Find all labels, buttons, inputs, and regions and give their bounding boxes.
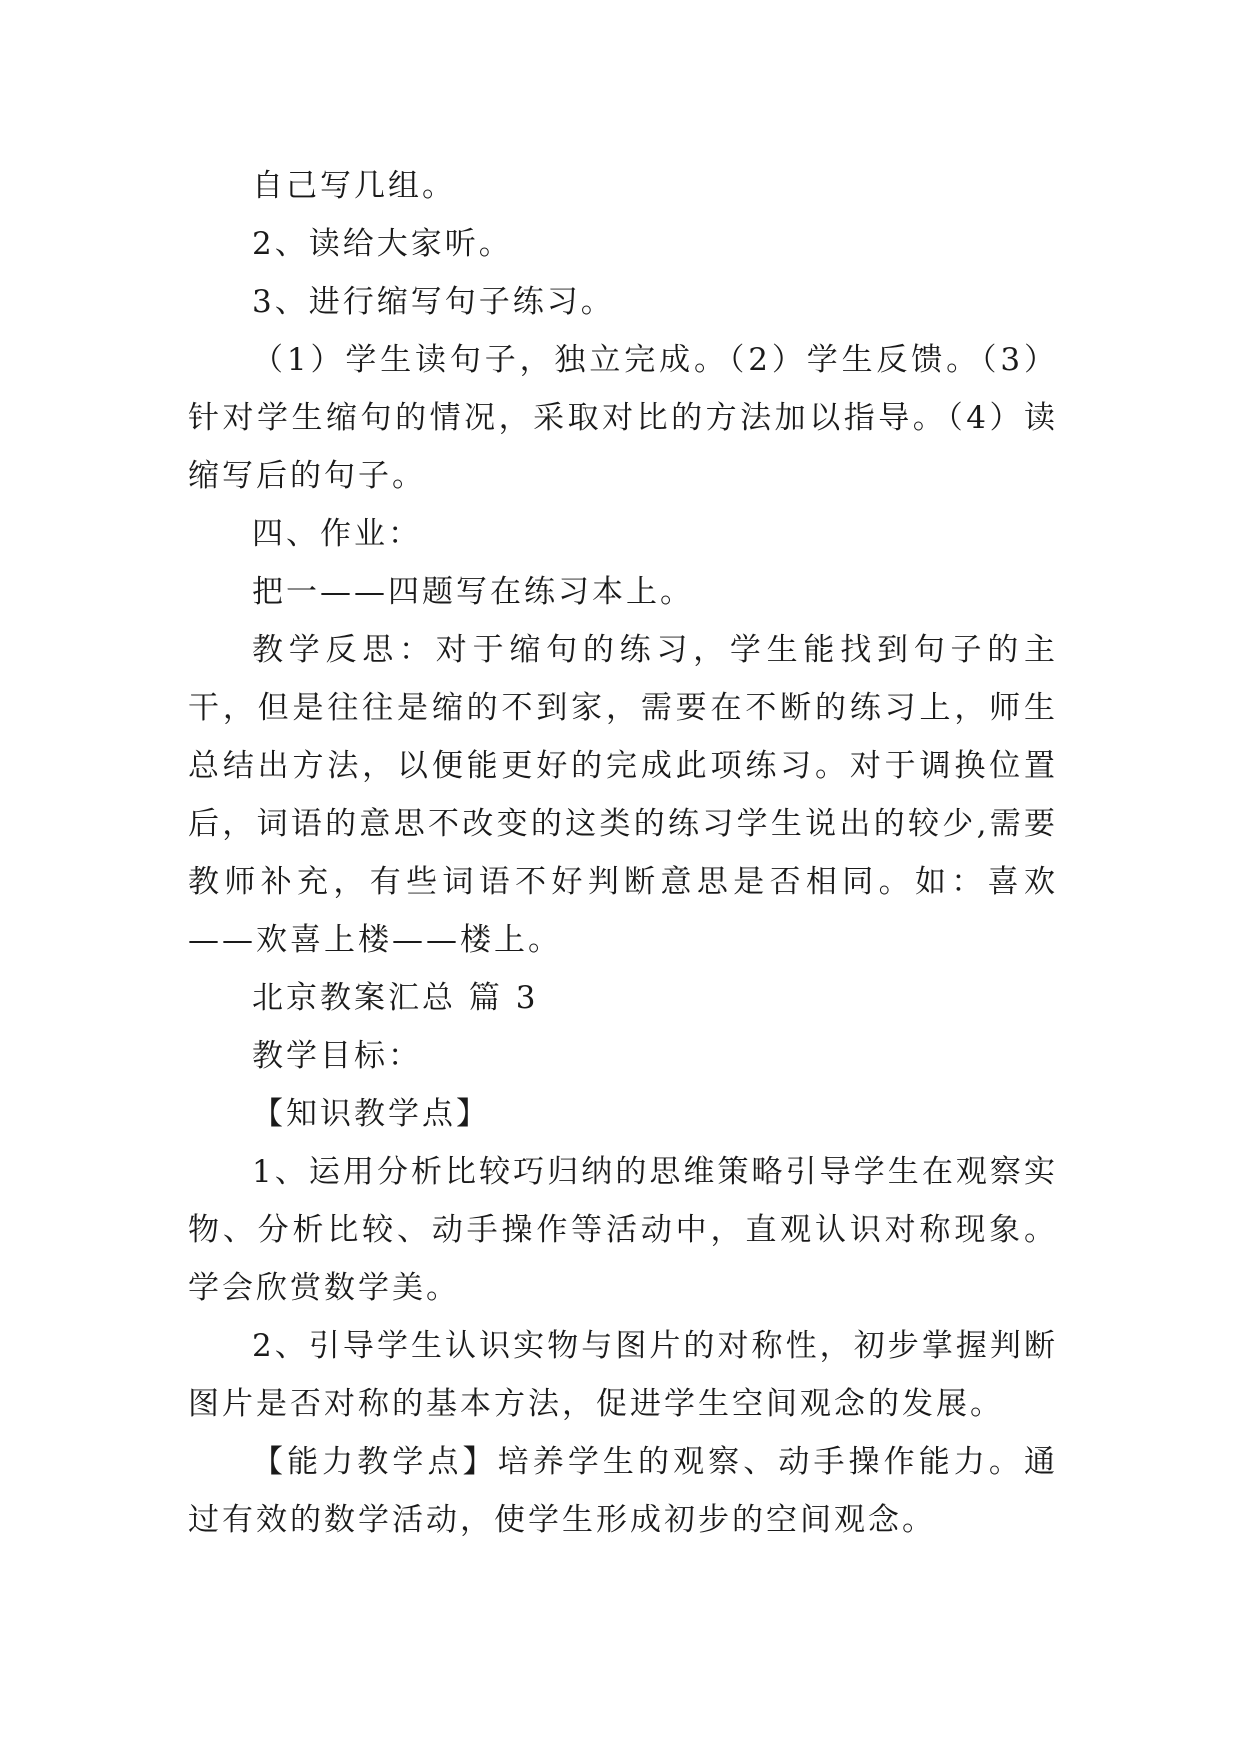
paragraph-ability: 【能力教学点】培养学生的观察、动手操作能力。通过有效的数学活动，使学生形成初步的空间观念。	[188, 1444, 1058, 1538]
paragraph-objectives-heading: 教学目标：	[252, 1038, 422, 1074]
paragraph-step-3: 3、进行缩写句子练习。	[252, 284, 615, 320]
paragraph-reflection: 教学反思：对于缩句的练习，学生能找到句子的主干，但是往往是缩的不到家，需要在不断的练习上，师生总结出方法，以便能更好的完成此项练习。对于调换位置后，词语的意思不改变的这类的练习学生说出的较少,需要教师补充，有些词语不好判断意思是否相同。如：喜欢——欢喜上楼——楼上。	[188, 632, 1058, 958]
paragraph-homework: 把一——四题写在练习本上。	[252, 574, 694, 610]
document-body	[188, 157, 1058, 1549]
paragraph-objective-2: 2、引导学生认识实物与图片的对称性，初步掌握判断图片是否对称的基本方法，促进学生空间观念的发展。	[188, 1328, 1058, 1422]
paragraph-knowledge-heading: 【知识教学点】	[252, 1096, 490, 1132]
paragraph-sub-steps: （1）学生读句子，独立完成。（2）学生反馈。（3）针对学生缩句的情况，采取对比的方法加以指导。（4）读缩写后的句子。	[188, 342, 1058, 494]
section-title: 北京教案汇总 篇 3	[252, 980, 539, 1016]
paragraph-objective-1: 1、运用分析比较巧归纳的思维策略引导学生在观察实物、分析比较、动手操作等活动中，直观认识对称现象。学会欣赏数学美。	[188, 1154, 1058, 1306]
paragraph-homework-heading: 四、作业：	[252, 516, 422, 552]
paragraph-continuation: 自己写几组。	[252, 168, 456, 204]
paragraph-step-2: 2、读给大家听。	[252, 226, 513, 262]
